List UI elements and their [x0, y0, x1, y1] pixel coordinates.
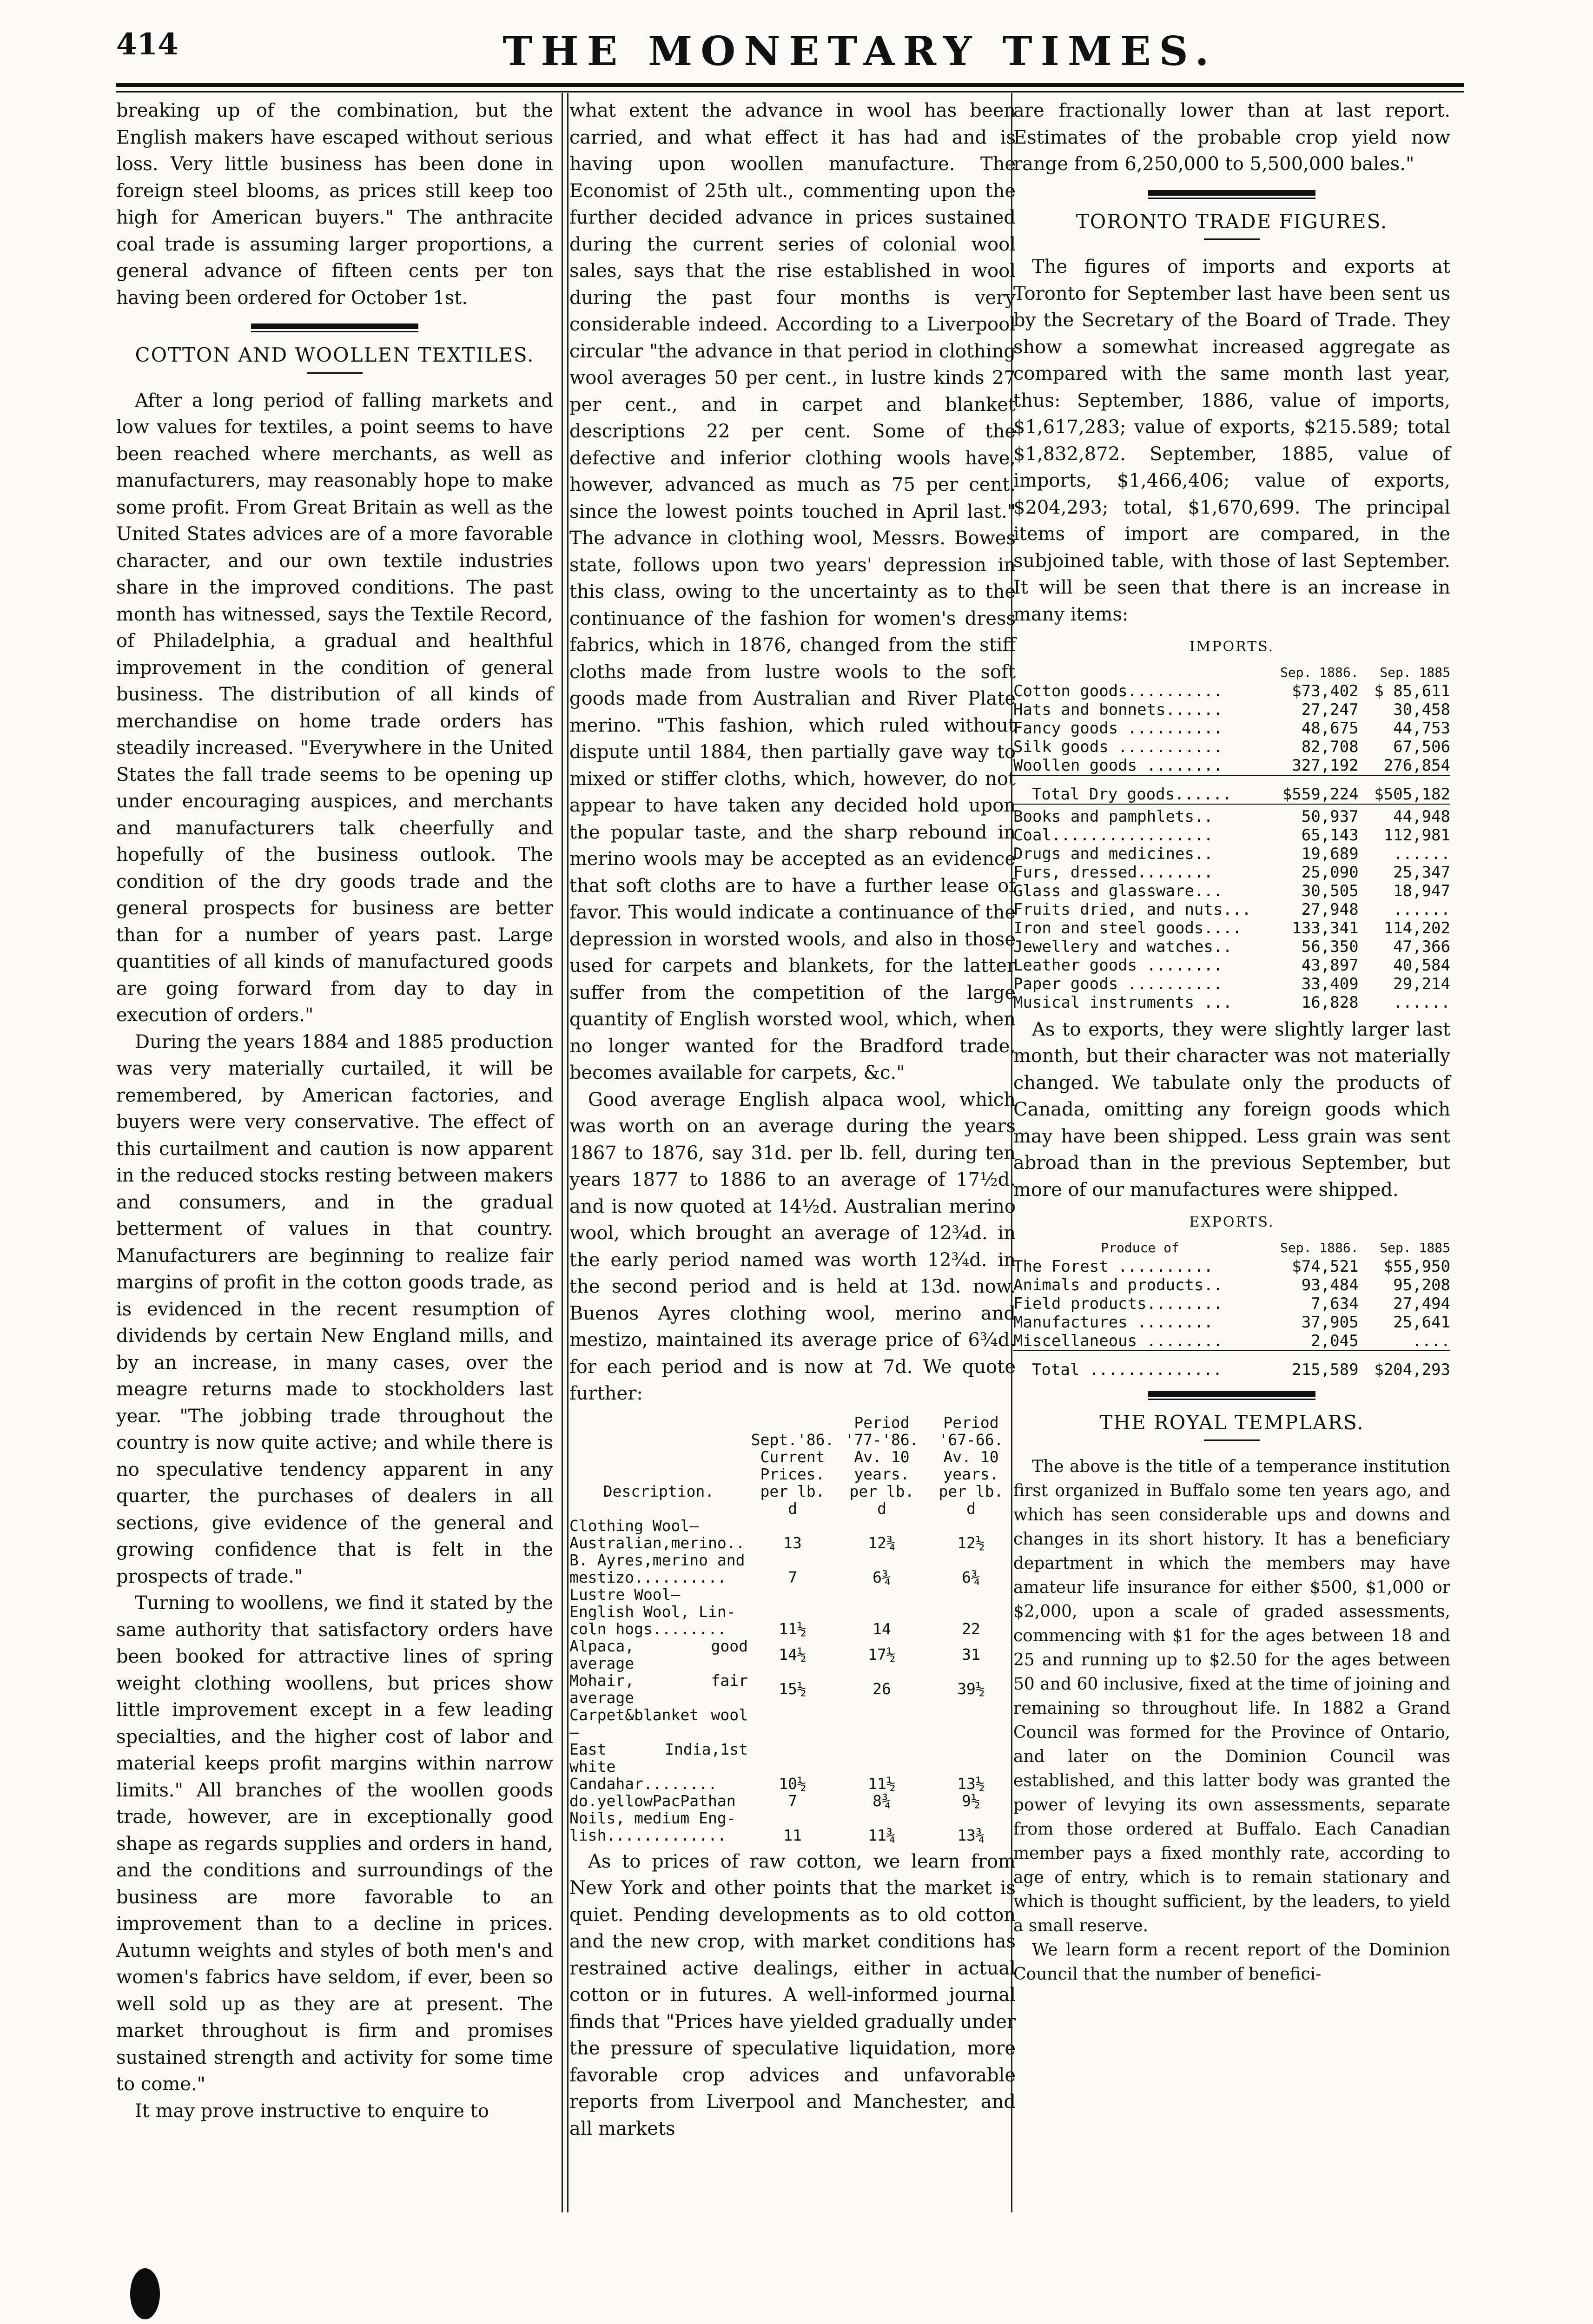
table-cell [837, 1517, 926, 1534]
table-cell: 48,675 [1301, 719, 1359, 738]
paragraph: As to prices of raw cotton, we learn from New York and other points that the market is quiet. Pending developments as to old cotton and the new crop, with market conditions has restrained active dealings, either in actual cotton or in futures. A well-informed journal finds that "Prices have yielded gradually under the pressure of speculative liquidation, more favorable crop advices and unfavorable reports from Liverpool and Manchester, and all markets [569, 1850, 1016, 2139]
table-cell: 29,214 [1393, 974, 1450, 993]
table-cell: $505,182 [1374, 785, 1450, 804]
table-header: Sep. 1885 [1380, 1240, 1450, 1255]
table-row [569, 1569, 1016, 1586]
table-cell [748, 1603, 837, 1620]
table-cell: 276,854 [1383, 756, 1450, 775]
table-row [1013, 882, 1450, 900]
table-cell: $ 85,611 [1374, 681, 1450, 700]
table-cell: 95,208 [1393, 1275, 1450, 1294]
table-cell: 7,634 [1311, 1294, 1359, 1313]
table-cell: 15½ [779, 1680, 806, 1698]
table-cell: Miscellaneous ........ [1013, 1331, 1223, 1350]
table-cell: d [788, 1499, 797, 1518]
table-rule [1013, 804, 1450, 807]
table-row [569, 1603, 1016, 1620]
table-header: Sep. 1885 [1380, 664, 1450, 680]
paragraph: It may prove instructive to enquire to [135, 2100, 489, 2122]
table-cell: 44,948 [1393, 807, 1450, 826]
table-row [569, 1775, 1016, 1792]
table-header: Sep. 1886. [1280, 1240, 1359, 1255]
table-cell: 25,347 [1393, 863, 1450, 882]
table-row [1013, 845, 1450, 863]
table-cell: mestizo.......... [569, 1568, 727, 1586]
table-cell: 31 [962, 1645, 980, 1664]
table-cell: 14 [873, 1619, 891, 1638]
table-cell: 30,505 [1301, 881, 1359, 900]
table-cell [837, 1586, 926, 1603]
table-cell: English Wool, Lin- [569, 1602, 736, 1621]
table-header-row [1013, 663, 1450, 682]
table-cell [748, 1741, 837, 1775]
table-cell: 22 [962, 1619, 980, 1638]
table-row [1013, 826, 1450, 845]
table-row [1013, 719, 1450, 738]
table-row [569, 1637, 1016, 1672]
paragraph: The above is the title of a temperance institution first organized in Buffalo some ten years ago, and which has seen considerable ups and downs and changes in its short history. It has a beneficiary department in which the members may have amateur life insurance for either $500, $1,000 or $2,000, upon a scale of graded assessments, commencing with $1 for the ages between 18 and 25 and running up to $2.50 for the ages between 50 and 60 inclusive, fixed at the time of joining and remaining so throughout life. In 1882 a Grand Council was formed for the Province of Ontario, and later on the Dominion Council was established, and this latter body was granted the power of levying its own assessments, separate from those ordered at Buffalo. Each Canadian member pays a fixed monthly rate, according to age of entry, which is to remain stationary and which is thought sufficient, by the leaders, to yield a small reserve. [1013, 1457, 1450, 1935]
table-cell: Woollen goods ........ [1013, 756, 1223, 775]
table-cell: 19,689 [1301, 844, 1359, 863]
exports-table [1013, 1239, 1450, 1379]
table-cell [926, 1741, 1016, 1775]
paragraph: Good average English alpaca wool, which was worth on an average during the years 1867 to 1876, say 31d. per lb. fell, during ten years 1877 to 1886 to an average of 17½d. and is now quoted at 14½d. Australian merino wool, which brought an average of 12¾d. in the early period named was worth 12¾d. in the second period and is held at 13d. now. Buenos Ayres clothing wool, merino and mestizo, maintained its average price of 6¾d. for each period and is now at 7d. We quote further: [569, 1089, 1016, 1404]
column-3 [1013, 98, 1450, 1987]
exports-title: EXPORTS. [1189, 1214, 1275, 1230]
table-cell: 47,366 [1393, 937, 1450, 956]
table-row [569, 1552, 1016, 1569]
table-cell: do.yellowPacPathan [569, 1791, 736, 1810]
table-cell [748, 1552, 837, 1569]
table-cell: 11¾ [868, 1826, 896, 1844]
table-cell: coln hogs........ [569, 1619, 727, 1638]
table-cell [926, 1586, 1016, 1603]
section-heading: COTTON AND WOOLLEN TEXTILES. [135, 343, 535, 366]
table-cell: 37,905 [1301, 1313, 1359, 1332]
table-cell: 25,641 [1393, 1313, 1450, 1332]
table-cell: 11 [783, 1826, 802, 1844]
table-cell: .... [1412, 1331, 1450, 1350]
table-cell: East India,1st white [569, 1740, 748, 1776]
table-cell [748, 1809, 837, 1827]
table-cell: 25,090 [1301, 863, 1359, 882]
table-cell: Fancy goods .......... [1013, 719, 1223, 738]
table-cell: 12¾ [868, 1533, 896, 1552]
table-cell: 50,937 [1301, 807, 1359, 826]
table-cell: The Forest .......... [1013, 1257, 1213, 1276]
table-cell: ...... [1393, 844, 1450, 863]
table-row [569, 1620, 1016, 1637]
heading-rule [1204, 1439, 1260, 1441]
column-divider [567, 93, 568, 2212]
table-cell: 11½ [868, 1774, 896, 1793]
table-cell: Noils, medium Eng- [569, 1809, 736, 1827]
section-rule-thick [1148, 1391, 1315, 1397]
table-cell: 30,458 [1393, 700, 1450, 719]
imports-table [1013, 663, 1450, 1012]
paragraph: breaking up of the combination, but the English makers have escaped without serious loss. Very little business has been done in foreign steel blooms, as prices still keep too high for American buyers." The anthracite coal trade is assuming larger proportions, a general advance of fifteen cents per ton having been ordered for October 1st. [116, 100, 553, 309]
table-cell: Drugs and medicines.. [1013, 844, 1213, 863]
table-cell [837, 1706, 926, 1741]
masthead-rule-thick [116, 83, 1464, 87]
table-cell: Lustre Wool— [569, 1585, 681, 1604]
masthead-rule-thin [116, 91, 1464, 92]
heading-rule [307, 372, 363, 374]
table-cell: Iron and steel goods.... [1013, 918, 1242, 938]
imports-title: IMPORTS. [1189, 639, 1275, 655]
table-header: Period '77-'86. Av. 10 years. per lb. [845, 1413, 919, 1500]
table-cell: Mohair, fair average [569, 1671, 748, 1707]
table-row [1013, 807, 1450, 826]
table-cell: Books and pamphlets.. [1013, 807, 1213, 826]
table-row [569, 1534, 1016, 1552]
table-cell: Leather goods ........ [1013, 956, 1223, 975]
paragraph: We learn form a recent report of the Dominion Council that the number of benefici- [1013, 1941, 1450, 1984]
table-header-row [569, 1414, 1016, 1500]
table-cell: 26 [873, 1680, 891, 1698]
table-cell [926, 1517, 1016, 1534]
table-cell: ...... [1393, 993, 1450, 1012]
table-cell: 2,045 [1311, 1331, 1359, 1350]
table-header: Sept.'86. Current Prices. per lb. [751, 1430, 834, 1500]
table-cell [926, 1603, 1016, 1620]
table-cell: 13½ [957, 1774, 985, 1793]
table-row [1013, 1354, 1450, 1379]
table-cell: 27,948 [1301, 900, 1359, 919]
table-rule [1013, 1351, 1450, 1354]
table-cell: Alpaca, good average [569, 1637, 748, 1672]
table-cell: 10½ [779, 1774, 806, 1793]
table-cell: Manufactures ........ [1013, 1313, 1213, 1332]
table-cell: 93,484 [1301, 1275, 1359, 1294]
table-cell: Jewellery and watches.. [1013, 937, 1232, 956]
section-rule-thin [1148, 1399, 1315, 1400]
table-cell: 9½ [962, 1791, 980, 1810]
table-cell: Paper goods .......... [1013, 974, 1223, 993]
paragraph: During the years 1884 and 1885 production was very materially curtailed, it will be remembered, by American factories, and buyers were very conservative. The effect of this curtailment and caution is now apparent in the reduced stocks resting between makers and consumers, and in the gradual betterment of values in that country. Manufacturers are beginning to realize fair margins of profit in the cotton goods trade, as is evidenced in the recent resumption of dividends by certain New England mills, and by an increase, in many cases, over the meagre returns made to stockholders last year. "The jobbing trade throughout the country is now quite active; and while there is no speculative tendency apparent in any quarter, the purchases of dealers in all sections, give evidence of the general and growing confidence that is felt in the prospects of trade." [116, 1031, 553, 1587]
table-cell: $204,293 [1374, 1360, 1450, 1379]
table-cell: $74,521 [1292, 1257, 1359, 1276]
table-cell [837, 1552, 926, 1569]
column-1 [116, 98, 553, 2125]
table-cell: 112,981 [1383, 825, 1450, 845]
table-cell: lish............. [569, 1826, 727, 1844]
section-heading: TORONTO TRADE FIGURES. [1076, 210, 1388, 233]
table-cell: 327,192 [1292, 756, 1359, 775]
table-row [1013, 779, 1450, 804]
table-row [569, 1672, 1016, 1706]
table-cell: 43,897 [1301, 956, 1359, 975]
table-header: Period '67-66. Av. 10 years. per lb. [939, 1413, 1004, 1500]
table-cell: 56,350 [1301, 937, 1359, 956]
table-header-row [1013, 1239, 1450, 1257]
ink-smudge [130, 2268, 160, 2319]
table-row [1013, 919, 1450, 938]
table-row [569, 1827, 1016, 1844]
table-cell: 33,409 [1301, 974, 1359, 993]
table-cell [748, 1706, 837, 1741]
table-cell: Furs, dressed........ [1013, 863, 1213, 882]
table-cell: Cotton goods.......... [1013, 681, 1223, 700]
table-cell: 12½ [957, 1533, 985, 1552]
table-cell [837, 1603, 926, 1620]
table-cell: Silk goods ........... [1013, 737, 1223, 756]
table-cell: 11½ [779, 1619, 806, 1638]
table-cell: Total .............. [1032, 1360, 1223, 1379]
table-header [1013, 663, 1267, 682]
table-cell: 27,247 [1301, 700, 1359, 719]
table-cell [926, 1706, 1016, 1741]
paragraph: Turning to woollens, we find it stated by the same authority that satisfactory orders have been booked for attractive lines of spring weight clothing woollens, but prices show little improvement except in a few leading specialties, and the higher cost of labor and material keeps profit margins within narrow limits." All branches of the woollen goods trade, however, are in exceptionally good shape as regards supplies and orders in hand, and the conditions and surroundings of the business are more favorable to an improvement than to a decline in prices. Autumn weights and styles of both men's and women's fabrics have seldom, if ever, been so well sold up as they are at present. The market throughout is firm and promises sustained strength and activity for some time to come." [116, 1592, 553, 2095]
table-cell: B. Ayres,merino and [569, 1551, 745, 1569]
table-cell: $73,402 [1292, 681, 1359, 700]
table-cell: 13 [783, 1533, 802, 1552]
table-cell: Carpet&blanket wool— [569, 1705, 748, 1741]
table-cell: 17½ [868, 1645, 896, 1664]
table-cell: Glass and glassware... [1013, 881, 1223, 900]
table-cell: 7 [788, 1568, 797, 1586]
table-cell: 82,708 [1301, 737, 1359, 756]
table-row [1013, 738, 1450, 756]
paragraph: are fractionally lower than at last report. Estimates of the probable crop yield now range from 6,250,000 to 5,500,000 bales." [1013, 100, 1450, 175]
paragraph: what extent the advance in wool has been carried, and what effect it has had and is having upon woollen manufacture. The Economist of 25th ult., commenting upon the further decided advance in prices sustained during the current series of colonial wool sales, says that the rise established in wool during the past four months is very considerable indeed. According to a Liverpool circular "the advance in that period in clothing wool averages 50 per cent., in lustre kinds 27 per cent., and in carpet and blanket descriptions 22 per cent. Some of the defective and inferior clothing wools have, however, advanced as much as 75 per cent. since the lowest points touched in April last." The advance in clothing wool, Messrs. Bowes state, follows upon two years' depression in this class, owing to the uncertainty as to the continuance of the fashion for women's dress fabrics, which in 1876, changed from the stiff cloths made from lustre wools to the soft goods made from Australian and River Plate merino. "This fashion, which ruled without dispute until 1884, then partially gave way to mixed or stiffer cloths, which, however, do not appear to have taken any decided hold upon the popular taste, and the sharp rebound in merino wools may be accepted as an evidence that soft cloths are to have a further lease of favor. This would indicate a continuance of the depression in worsted wools, and also in those used for carpets and blankets, for the latter suffer from the competition of the large quantity of English worsted wool, which, when no longer wanted for the Bradford trade, becomes available for carpets, &c." [569, 100, 1016, 1083]
table-cell [837, 1809, 926, 1827]
table-row [1013, 863, 1450, 882]
table-cell: Australian,merino.. [569, 1533, 745, 1552]
table-row [1013, 900, 1450, 919]
table-cell: d [966, 1499, 976, 1518]
masthead-title: THE MONETARY TIMES. [502, 28, 1217, 75]
section-heading: THE ROYAL TEMPLARS. [1099, 1411, 1364, 1434]
paragraph: As to exports, they were slightly larger last month, but their character was not materially changed. We tabulate only the products of Canada, omitting any foreign goods which may have been shipped. Less grain was sent abroad than in the previous September, but more of our manufactures were shipped. [1013, 1018, 1450, 1201]
table-cell: Coal................. [1013, 825, 1213, 845]
table-cell [748, 1517, 837, 1534]
table-cell [837, 1741, 926, 1775]
table-row [1013, 1294, 1450, 1313]
table-row [1013, 993, 1450, 1012]
table-cell: Clothing Wool— [569, 1516, 699, 1535]
table-cell: 8¾ [873, 1791, 891, 1810]
page-number: 414 [116, 27, 178, 62]
table-row [569, 1792, 1016, 1809]
section-rule-thin [1148, 198, 1315, 199]
table-cell: 27,494 [1393, 1294, 1450, 1313]
heading-rule [1204, 238, 1260, 240]
table-row [569, 1741, 1016, 1775]
table-cell: ...... [1393, 900, 1450, 919]
table-cell: d [877, 1499, 886, 1518]
table-cell: Total Dry goods...... [1032, 785, 1232, 804]
table-row [1013, 1257, 1450, 1276]
section-rule-thick [1148, 190, 1315, 196]
table-cell: 16,828 [1301, 993, 1359, 1012]
paragraph: The figures of imports and exports at Toronto for September last have been sent us by the Secretary of the Board of Trade. They show a somewhat increased aggregate as compared with the same month last year, thus: September, 1886, value of imports, $1,617,283; value of exports, $215.589; total $1,832,872. September, 1885, value of imports, $1,466,406; value of exports, $204,293; total, $1,670,699. The principal items of import are compared, in the subjoined table, with those of last September. It will be seen that there is an increase in many items: [1013, 256, 1450, 625]
column-2 [569, 98, 1016, 2142]
table-cell: 65,143 [1301, 825, 1359, 845]
table-cell: 40,584 [1393, 956, 1450, 975]
table-row [1013, 756, 1450, 775]
table-row [1013, 956, 1450, 975]
table-cell: Fruits dried, and nuts... [1013, 900, 1251, 919]
table-cell: 18,947 [1393, 881, 1450, 900]
column-divider [562, 93, 563, 2212]
table-cell [926, 1552, 1016, 1569]
table-row [1013, 938, 1450, 956]
table-cell: 6¾ [962, 1568, 980, 1586]
table-row [569, 1517, 1016, 1534]
section-rule-thin [251, 331, 418, 332]
table-header: Produce of [1101, 1240, 1179, 1255]
table-cell: 44,753 [1393, 719, 1450, 738]
table-cell: 6¾ [873, 1568, 891, 1586]
section-rule-thick [251, 324, 418, 329]
table-cell: 133,341 [1292, 918, 1359, 938]
table-cell: Hats and bonnets...... [1013, 700, 1223, 719]
table-cell: $55,950 [1383, 1257, 1450, 1276]
table-cell: Field products........ [1013, 1294, 1223, 1313]
table-header: Sep. 1886. [1280, 664, 1359, 680]
table-row [1013, 682, 1450, 700]
table-row [1013, 1313, 1450, 1332]
table-rule [1013, 775, 1450, 779]
paragraph: After a long period of falling markets and low values for textiles, a point seems to have been reached where merchants, as well as manufacturers, may reasonably hope to make some profit. From Great Britain as well as the United States advices are of a more favorable character, and our own textile industries share in the improved conditions. The past month has witnessed, says the Textile Record, of Philadelphia, a gradual and healthful improvement in the condition of general business. The distribution of all kinds of merchandise on home trade orders has steadily increased. "Everywhere in the United States the fall trade seems to be opening up under encouraging auspices, and merchants and manufacturers talk cheerfully and hopefully of the business outlook. The condition of the dry goods trade and the general prospects for business are better than for a number of years past. Large quantities of all kinds of manufactured goods are going forward from day to day in execution of orders." [116, 390, 553, 1026]
table-row [1013, 1276, 1450, 1294]
table-cell: 114,202 [1383, 918, 1450, 938]
table-row [1013, 975, 1450, 993]
wool-price-table [569, 1414, 1016, 1844]
table-cell [926, 1809, 1016, 1827]
table-cell: $559,224 [1282, 785, 1359, 804]
table-cell: 67,506 [1393, 737, 1450, 756]
table-row [1013, 1332, 1450, 1351]
table-row [569, 1706, 1016, 1741]
table-cell [569, 1500, 748, 1517]
table-cell: Candahar........ [569, 1774, 717, 1793]
table-cell: 39½ [957, 1680, 985, 1698]
table-header: Description. [603, 1482, 714, 1500]
table-cell: 7 [788, 1791, 797, 1810]
table-row [569, 1586, 1016, 1603]
table-cell: 215,589 [1292, 1360, 1359, 1379]
table-cell [748, 1586, 837, 1603]
table-cell: Musical instruments ... [1013, 993, 1232, 1012]
table-row [569, 1809, 1016, 1827]
table-cell: 13¾ [957, 1826, 985, 1844]
table-cell: 14½ [779, 1645, 806, 1664]
table-units-row [569, 1500, 1016, 1517]
table-row [1013, 700, 1450, 719]
table-cell: Animals and products.. [1013, 1275, 1223, 1294]
